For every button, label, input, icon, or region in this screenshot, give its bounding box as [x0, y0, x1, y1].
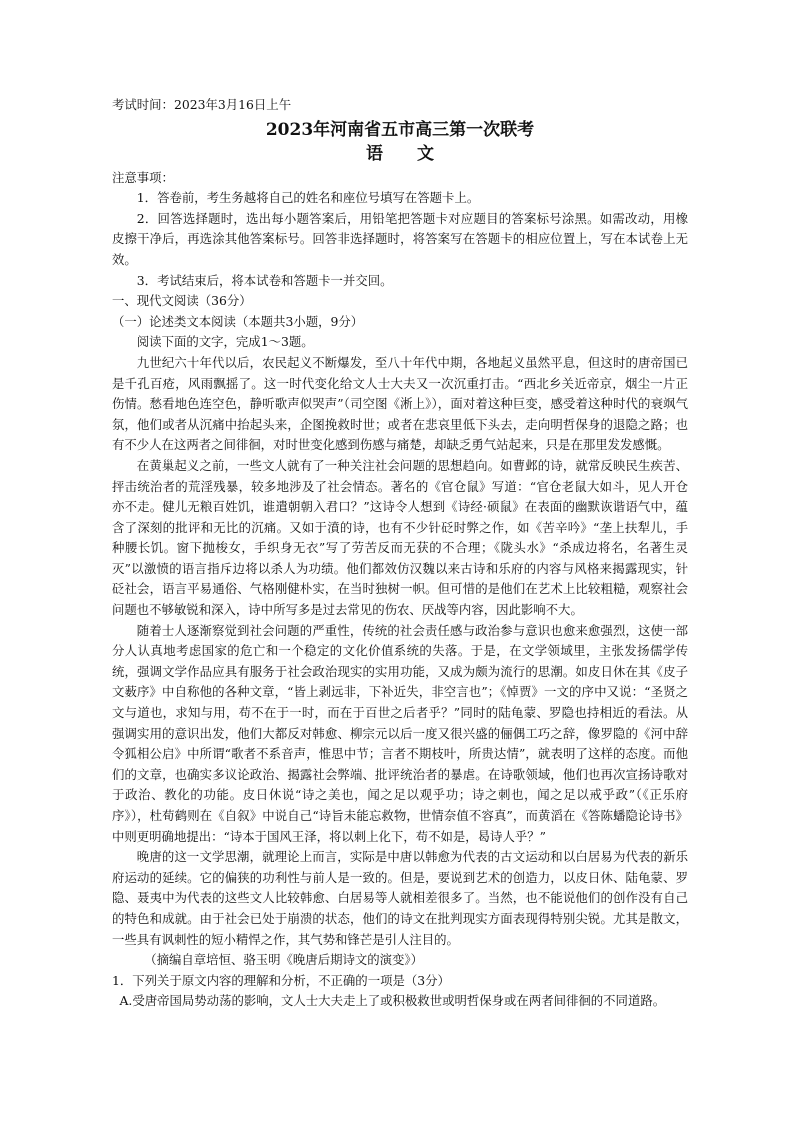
passage-paragraph: 随着士人逐渐察觉到社会问题的严重性，传统的社会责任感与政治参与意识也愈来愈强烈，这使一部分人认真地考虑国家的危亡和一个稳定的文化价值系统的失落。于是，在文学领域里，主张发扬儒学传统，强调文学作品应具有服务于社会政治现实的实用功能，又成为颇为流行的思潮。如皮日休在其《皮子文薮序》中自称他的各种文章，“皆上剥远非，下补近失，非空言也”；《悼贾》一文的序中又说：“圣贤之文与道也，求知与用，苟不在于一时，而在于百世之后者乎？”同时的陆龟蒙、罗隐也持相近的看法。从强调实用的意识出发，他们大都反对韩愈、柳宗元以后一度又很兴盛的俪偶工巧之辞，像罗隐的《河中辞令狐相公启》中所谓“歌者不系音声，惟思中节；言者不期枝叶，所贵达情”，就表明了这样的态度。而他们的文章，也确实多议论政治、揭露社会弊端、批评统治者的暴虐。在诗歌领域，他们也再次宣扬诗歌对于政治、教化的功能。皮日休说“诗之美也，闻之足以观乎功；诗之刺也，闻之足以戒乎政”（《正乐府序》），杜荀鹤则在《自叙》中说自己“诗旨未能忘救物，世情奈值不容真”，而黄滔在《答陈蟠隐论诗书》中则更明确地提出：“诗本于国风王泽，将以刺上化下，苟不如是，曷诗人乎？”	[112, 622, 688, 844]
reading-instruction: 阅读下面的文字，完成1～3题。	[136, 334, 314, 350]
notice-item: 1．答卷前，考生务越将自己的姓名和座位号填写在答题卡上。	[136, 190, 480, 206]
sub-title: （一）论述类文本阅读（本题共3小题，9分）	[112, 313, 364, 329]
question-option-a: A.受唐帝国局势动荡的影响，文人士大夫走上了或积极救世或明哲保身或在两者间徘徊的不同道路。	[119, 993, 666, 1009]
notice-heading: 注意事项：	[112, 169, 174, 185]
notice-item: 2．回答选择题时，选出每小题答案后，用铅笔把答题卡对应题目的答案标号涂黑。如需改动，用橡皮擦干净后，再选涂其他答案标号。回答非选择题时，将答案写在答题卡的相应位置上，写在本试卷上无效。	[112, 210, 688, 267]
part-title: 一、现代文阅读（36分）	[112, 293, 252, 309]
passage-source: （摘编自章培恒、骆玉明《晚唐后期诗文的演变》）	[144, 952, 424, 968]
question-stem: 1．下列关于原文内容的理解和分析，不正确的一项是（3分）	[112, 972, 450, 988]
notice-item: 3．考试结束后，将本试卷和答题卡一并交回。	[136, 272, 393, 288]
passage-paragraph: 晚唐的这一文学思潮，就理论上而言，实际是中唐以韩愈为代表的古文运动和以白居易为代表的新乐府运动的延续。它的偏狭的功利性与前人是一致的。但是，要说到艺术的创造力，以皮日休、陆龟蒙、罗隐、聂夷中为代表的这些文人比较韩愈、白居易等人就相差很多了。当然，也不能说他们的创作没有自己的特色和成就。由于社会已处于崩溃的状态，他们的诗文在批判现实方面表现得特别尖锐。尤其是散文，一些具有讽刺性的短小精悍之作，其气势和锋芒是引人注目的。	[112, 849, 688, 947]
passage-paragraph: 九世纪六十年代以后，农民起义不断爆发，至八十年代中期，各地起义虽然平息，但这时的唐帝国已是千孔百疮，风雨飘摇了。这一时代变化给文人士大夫又一次沉重打击。“西北乡关近帝京，烟尘一片正伤情。愁看地色连空色，静听歌声似哭声”（司空图《淅上》），面对着这种巨变，感受着这种时代的衰飒气氛，他们或者从沉痛中抬起头来，企图挽救时世；或者在悲哀里低下头去，走向明哲保身的退隐之路；也有不少人在这两者之间徘徊，对时世变化感到伤感与痛楚，却缺乏勇气站起来，只是在那里发发感慨。	[112, 354, 688, 453]
exam-title: 2023年河南省五市高三第一次联考	[265, 119, 535, 140]
subject-title: 语文	[366, 143, 468, 164]
exam-page	[112, 95, 688, 1012]
exam-time: 考试时间：2023年3月16日上午	[112, 97, 292, 112]
passage-paragraph: 在黄巢起义之前，一些文人就有了一种关注社会问题的思想趋向。如曹邺的诗，就常反映民生疾苦、抨击统治者的荒淫残暴，较多地涉及了社会情态。著名的《官仓鼠》写道：“官仓老鼠大如斗，见人开仓亦不走。健儿无粮百姓饥，谁遣朝朝入君口？”这诗令人想到《诗经·硕鼠》在表面的幽默诙谐语气中，蕴含了深刻的批评和无比的沉痛。又如于濆的诗，也有不少针砭时弊之作，如《苦辛吟》“垄上扶犁儿，手种腰长饥。窗下抛梭女，手织身无衣”写了劳苦反而无获的不合理；《陇头水》“杀成边将名，名著生灵灭”以激愤的语言指斥边将以杀人为功绩。他们都效仿汉魏以来古诗和乐府的内容与风格来揭露现实，针砭社会，语言平易通俗、气格刚健朴实，在当时独树一帜。但可惜的是他们在艺术上比较粗糙，观察社会问题也不够敏锐和深入，诗中所写多是过去常见的伤农、厌战等内容，因此影响不大。	[112, 457, 688, 618]
